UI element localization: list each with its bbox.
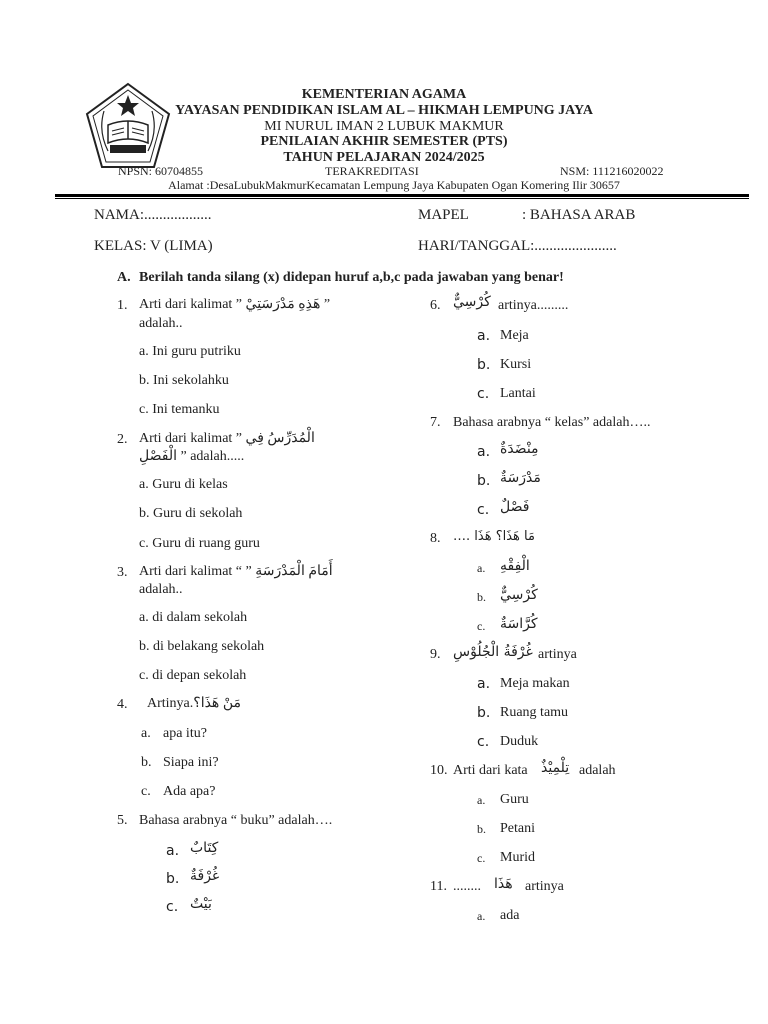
q9-option-c-letter[interactable]: c. xyxy=(477,734,490,750)
q10-text-post: adalah xyxy=(579,763,616,778)
q4-option-a[interactable]: apa itu? xyxy=(163,726,207,741)
q6-option-c-letter[interactable]: c. xyxy=(477,386,490,402)
q10-text: Arti dari kata xyxy=(453,763,528,778)
q6-option-b[interactable]: Kursi xyxy=(500,357,532,372)
q5-option-c-letter[interactable]: c. xyxy=(166,899,179,915)
q6-arabic: كُرْسِيٌّ xyxy=(453,294,491,310)
q5-option-c[interactable]: بَيْتٌ xyxy=(190,896,212,912)
q10-option-c-letter[interactable]: c. xyxy=(477,851,486,865)
header-accreditation: TERAKREDITASI xyxy=(325,164,419,178)
q2-option-c[interactable]: c. Guru di ruang guru xyxy=(139,536,260,551)
q4-option-c[interactable]: Ada apa? xyxy=(163,784,216,799)
q1-option-b[interactable]: b. Ini sekolahku xyxy=(139,373,229,388)
header-school: MI NURUL IMAN 2 LUBUK MAKMUR xyxy=(264,119,504,134)
q2-option-b[interactable]: b. Guru di sekolah xyxy=(139,506,243,521)
q7-option-c[interactable]: فَصْلٌ xyxy=(500,499,530,515)
q8-option-b[interactable]: كُرْسِيٌّ xyxy=(500,587,538,603)
q8-option-a-letter[interactable]: a. xyxy=(477,561,486,575)
section-letter: A. xyxy=(117,270,131,285)
header-npsn: NPSN: 60704855 xyxy=(118,164,204,178)
q11-option-a[interactable]: ada xyxy=(500,908,520,923)
q11-number: 11. xyxy=(430,879,447,894)
q6-option-b-letter[interactable]: b. xyxy=(477,357,491,373)
q4-text: Artinya.مَنْ هَذَا؟ xyxy=(147,696,241,711)
q10-option-b-letter[interactable]: b. xyxy=(477,822,486,836)
q5-option-b-letter[interactable]: b. xyxy=(166,871,180,887)
q11-text-post: artinya xyxy=(525,879,564,894)
q6-number: 6. xyxy=(430,298,441,313)
q1-option-c[interactable]: c. Ini temanku xyxy=(139,402,220,417)
q3-text: Arti dari kalimat “ ” أَمَامَ الْمَدْرَسَةِ xyxy=(139,564,333,579)
q4-option-c-letter[interactable]: c. xyxy=(141,784,151,799)
q10-arabic: تِلْمِيْذٌ xyxy=(541,760,570,776)
q5-text: Bahasa arabnya “ buku” adalah…. xyxy=(139,813,333,828)
header-divider xyxy=(55,194,749,197)
q8-option-c[interactable]: كُرَّاسَةٌ xyxy=(500,616,538,632)
q3-option-b[interactable]: b. di belakang sekolah xyxy=(139,639,265,654)
q7-option-b[interactable]: مَدْرَسَةٌ xyxy=(500,470,541,486)
q8-option-a[interactable]: الْفِقْهِ xyxy=(500,558,530,574)
q6-option-c[interactable]: Lantai xyxy=(500,386,536,401)
q8-option-c-letter[interactable]: c. xyxy=(477,619,486,633)
q2-text-cont: الْفَصْلِ ” adalah..... xyxy=(139,449,245,464)
q1-option-a[interactable]: a. Ini guru putriku xyxy=(139,344,241,359)
header-divider-thin xyxy=(55,198,749,199)
q11-arabic: هَذَا xyxy=(494,876,513,892)
q8-option-b-letter[interactable]: b. xyxy=(477,590,486,604)
q11-option-a-letter[interactable]: a. xyxy=(477,909,486,923)
q2-number: 2. xyxy=(117,432,128,447)
header-ministry: KEMENTERIAN AGAMA xyxy=(301,87,467,102)
q4-option-b[interactable]: Siapa ini? xyxy=(163,755,219,770)
q4-option-a-letter[interactable]: a. xyxy=(141,726,151,741)
field-mapel-label: MAPEL xyxy=(418,207,469,223)
q7-option-b-letter[interactable]: b. xyxy=(477,473,491,489)
q7-option-a[interactable]: مِنْضَدَةٌ xyxy=(500,441,539,457)
q9-text: artinya xyxy=(538,647,577,662)
q3-option-a[interactable]: a. di dalam sekolah xyxy=(139,610,248,625)
q9-number: 9. xyxy=(430,647,441,662)
q1-number: 1. xyxy=(117,298,128,313)
q5-option-a[interactable]: كِتَابٌ xyxy=(190,840,219,856)
q8-text: …. مَا هَذَا؟ هَذَا xyxy=(453,529,535,544)
header-address: Alamat :DesaLubukMakmurKecamatan Lempung Jaya Kabupaten Ogan Komering Ilir 30657 xyxy=(168,178,620,192)
q1-text: Arti dari kalimat ” هَذِهِ مَدْرَسَتِيْ ” xyxy=(139,297,331,312)
field-mapel-value: : BAHASA ARAB xyxy=(522,207,636,223)
q10-option-c[interactable]: Murid xyxy=(500,850,535,865)
field-hari-tanggal: HARI/TANGGAL:...................... xyxy=(418,238,617,254)
q10-option-a-letter[interactable]: a. xyxy=(477,793,486,807)
header-year: TAHUN PELAJARAN 2024/2025 xyxy=(283,150,485,165)
q8-number: 8. xyxy=(430,531,441,546)
field-kelas: KELAS: V (LIMA) xyxy=(94,238,213,254)
q9-option-b-letter[interactable]: b. xyxy=(477,705,491,721)
q10-number: 10. xyxy=(430,763,448,778)
q9-option-a[interactable]: Meja makan xyxy=(500,676,570,691)
q6-text: artinya......... xyxy=(498,298,569,313)
field-nama: NAMA:.................. xyxy=(94,207,212,223)
header-nsm: NSM: 111216020022 xyxy=(560,164,664,178)
q1-text-cont: adalah.. xyxy=(139,316,183,331)
q5-option-a-letter[interactable]: a. xyxy=(166,843,180,859)
q2-option-a[interactable]: a. Guru di kelas xyxy=(139,477,228,492)
q3-text-cont: adalah.. xyxy=(139,582,183,597)
q6-option-a-letter[interactable]: a. xyxy=(477,328,491,344)
q10-option-b[interactable]: Petani xyxy=(500,821,535,836)
q4-option-b-letter[interactable]: b. xyxy=(141,755,152,770)
q6-option-a[interactable]: Meja xyxy=(500,328,529,343)
q2-text: Arti dari kalimat ” الْمُدَرِّسُ فِي xyxy=(139,431,315,446)
q3-number: 3. xyxy=(117,565,128,580)
q7-text: Bahasa arabnya “ kelas” adalah….. xyxy=(453,415,651,430)
q9-option-c[interactable]: Duduk xyxy=(500,734,539,749)
header-foundation: YAYASAN PENDIDIKAN ISLAM AL – HIKMAH LEMPUNG JAYA xyxy=(175,103,593,118)
header-exam-title: PENILAIAN AKHIR SEMESTER (PTS) xyxy=(260,134,508,149)
q11-text: ........ xyxy=(453,879,481,894)
q9-option-a-letter[interactable]: a. xyxy=(477,676,491,692)
q7-number: 7. xyxy=(430,415,441,430)
q9-option-b[interactable]: Ruang tamu xyxy=(500,705,569,720)
q7-option-c-letter[interactable]: c. xyxy=(477,502,490,518)
q5-option-b[interactable]: غُرْفَةٌ xyxy=(190,868,220,884)
q7-option-a-letter[interactable]: a. xyxy=(477,444,491,460)
q5-number: 5. xyxy=(117,813,128,828)
q9-arabic: غُرْفَةُ الْجُلُوْسِ xyxy=(453,644,533,660)
q10-option-a[interactable]: Guru xyxy=(500,792,529,807)
section-instruction: Berilah tanda silang (x) didepan huruf a,b,c pada jawaban yang benar! xyxy=(139,270,564,285)
q4-number: 4. xyxy=(117,697,128,712)
q3-option-c[interactable]: c. di depan sekolah xyxy=(139,668,247,683)
